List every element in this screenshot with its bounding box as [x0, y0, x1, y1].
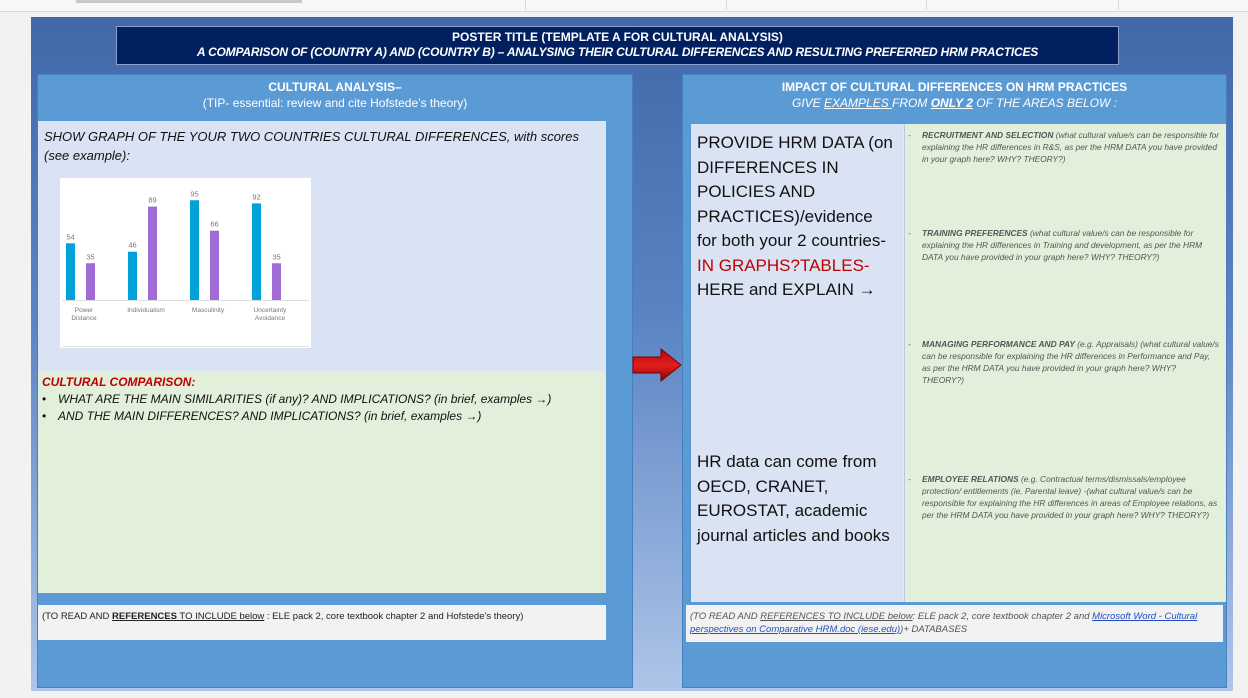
column-divider — [926, 0, 927, 10]
left-refs-middle: TO INCLUDE below — [176, 611, 265, 622]
comparison-item: • AND THE MAIN DIFFERENCES? AND IMPLICATIONS? (in brief, examples →) — [42, 408, 602, 425]
bar-uncertainty-avoidance-s2 — [272, 263, 281, 300]
poster-title-line2: A COMPARISON OF (COUNTRY A) AND (COUNTRY B) – ANALYSING THEIR CULTURAL DIFFERENCES AND RESULTING PREFERRED HRM PRACTICES — [196, 45, 1039, 59]
hofstede-example-chart[interactable] — [60, 178, 311, 348]
cultural-analysis-tip: (TIP- essential: review and cite Hofstede’s theory) — [202, 96, 468, 110]
instr-from: FROM — [892, 96, 931, 110]
left-refs-prefix: (TO READ AND — [42, 611, 113, 622]
hrm-impact-header — [683, 75, 1226, 111]
hrm-impact-instruction — [683, 95, 1226, 111]
bar-power-distance-s2 — [86, 263, 95, 300]
comparison-list — [42, 391, 602, 425]
hrm-data-text: PROVIDE HRM DATA (on DIFFERENCES IN POLICIES AND PRACTICES)/evidence for both your 2 countries- — [697, 133, 893, 250]
area-employee-relations — [908, 473, 1220, 521]
data-label: 89 — [148, 195, 157, 205]
bar-power-distance-s1 — [66, 243, 75, 300]
data-label: 92 — [252, 192, 261, 202]
column-divider — [726, 0, 727, 10]
right-refs-middle: : ELE pack 2, core textbook chapter 2 and — [912, 611, 1093, 622]
data-label: 66 — [210, 219, 219, 229]
hrm-data-red: IN GRAPHS?TABLES- — [697, 255, 870, 275]
category-label: Distance — [71, 315, 97, 322]
bar-individualism-s2 — [148, 207, 157, 300]
comparison-title: CULTURAL COMPARISON: — [42, 375, 196, 389]
right-references-box[interactable] — [686, 605, 1223, 642]
poster-title-line1: POSTER TITLE (TEMPLATE A FOR CULTURAL ANALYSIS) — [452, 30, 783, 44]
area-title: MANAGING PERFORMANCE AND PAY — [922, 339, 1075, 349]
data-label: 95 — [190, 189, 199, 199]
area-text: (e.g. Contractual terms/dismissals/employee protection/ entitlements (ie, Parental leave) -(what cultural value/s can be responsible for explaining the HR differences in areas of Employee relations, as per the HRM DATA you have provided in your graph here? WHY? THEORY?) — [922, 474, 1218, 520]
area-title: TRAINING PREFERENCES — [922, 228, 1028, 238]
bar-individualism-s1 — [128, 252, 137, 300]
instr-only2: ONLY 2 — [930, 96, 973, 110]
cultural-analysis-header — [38, 75, 632, 111]
bar-masculinity-s2 — [210, 231, 219, 300]
hrm-data-instructions — [697, 131, 897, 303]
data-label: 35 — [86, 252, 95, 262]
category-label: Masculinity — [191, 307, 225, 314]
column-divider — [1118, 0, 1119, 10]
cultural-analysis-title: CULTURAL ANALYSIS– — [268, 80, 402, 94]
right-arrow-icon — [631, 347, 683, 383]
areas-divider — [904, 124, 905, 602]
left-refs-suffix: : ELE pack 2, core textbook chapter 2 and Hofstede’s theory) — [264, 611, 524, 622]
area-title: EMPLOYEE RELATIONS — [922, 474, 1019, 484]
area-text: (what cultural value/s can be responsible for explaining the HR differences in R&S, as per the HRM DATA you have provided in your graph here? WHY? THEORY?) — [922, 130, 1220, 164]
cultural-perspectives-link[interactable]: Microsoft Word - Cultural perspectives on Comparative HRM.doc (iese.edu) — [690, 611, 1198, 635]
instr-give: GIVE — [792, 96, 825, 110]
area-performance-pay — [908, 338, 1220, 386]
area-text: (e.g. Appraisals) (what cultural value/s can be responsible for explaining the HR differences in Performance and Pay, as per the HRM DATA you have provided in your graph here? WHY? THEORY?) — [922, 339, 1219, 385]
data-label: 54 — [66, 232, 75, 242]
right-refs-underlined: REFERENCES TO INCLUDE below — [760, 611, 913, 622]
comparison-item: • WHAT ARE THE MAIN SIMILARITIES (if any)? AND IMPLICATIONS? (in brief, examples →) — [42, 391, 602, 408]
data-label: 35 — [272, 252, 281, 262]
hrm-data-sources: HR data can come from OECD, CRANET, EUROSTAT, academic journal articles and books — [697, 452, 890, 545]
data-label: 46 — [128, 240, 137, 250]
area-title: RECRUITMENT AND SELECTION — [922, 130, 1054, 140]
area-training — [908, 227, 1220, 263]
right-refs-suffix: )+ DATABASES — [900, 624, 968, 635]
hrm-impact-title: IMPACT OF CULTURAL DIFFERENCES ON HRM PRACTICES — [781, 80, 1128, 94]
bar-uncertainty-avoidance-s1 — [252, 203, 261, 300]
instr-rest: OF THE AREAS BELOW : — [972, 96, 1117, 110]
left-references-box[interactable] — [38, 605, 606, 640]
poster-title[interactable] — [116, 26, 1119, 65]
chart-svg — [60, 178, 311, 348]
category-label: Uncertainty — [253, 307, 287, 314]
category-label: Individualism — [127, 307, 165, 314]
area-recruitment — [908, 129, 1220, 165]
column-divider — [525, 0, 526, 10]
category-label: Avoidance — [254, 315, 286, 322]
left-refs-underlined: REFERENCES — [112, 611, 177, 622]
instr-examples: EXAMPLES — [824, 96, 893, 110]
hrm-data-here: HERE and EXPLAIN → — [697, 280, 876, 299]
graph-prompt: SHOW GRAPH OF THE YOUR TWO COUNTRIES CULTURAL DIFFERENCES, with scores (see example): — [44, 129, 579, 163]
right-refs-prefix: (TO READ AND — [690, 611, 761, 622]
category-label: Power — [74, 307, 94, 314]
toolbar-edge — [76, 0, 302, 3]
area-text: (what cultural value/s can be responsible for explaining the HR differences in Training and development, as per the HRM DATA you have provided in your graph here? WHY? THEORY?) — [922, 228, 1203, 262]
bar-masculinity-s1 — [190, 200, 199, 300]
